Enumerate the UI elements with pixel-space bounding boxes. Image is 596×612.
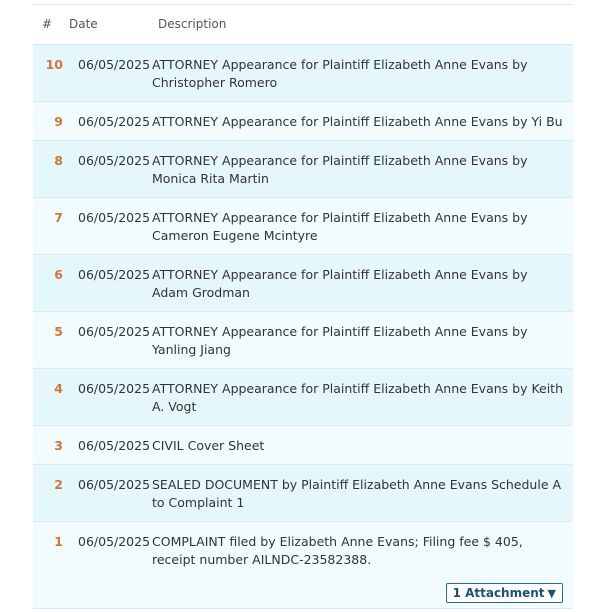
entry-number[interactable]: 4 [54, 381, 63, 396]
table-row [33, 522, 573, 609]
entry-description: ATTORNEY Appearance for Plaintiff Elizabeth Anne Evans by Yi Bu [152, 114, 563, 129]
entry-date: 06/05/2025 [78, 381, 151, 396]
entry-description: SEALED DOCUMENT by Plaintiff Elizabeth Anne Evans Schedule A to Complaint 1 [152, 477, 562, 510]
entry-number[interactable]: 3 [54, 438, 63, 453]
table-header [33, 5, 573, 45]
docket-table [33, 4, 573, 609]
entry-description: ATTORNEY Appearance for Plaintiff Elizabeth Anne Evans by Monica Rita Martin [152, 153, 528, 186]
entry-date: 06/05/2025 [78, 267, 151, 282]
entry-description: ATTORNEY Appearance for Plaintiff Elizabeth Anne Evans by Keith A. Vogt [152, 381, 564, 414]
table-row [33, 426, 573, 465]
table-row [33, 45, 573, 102]
entry-date: 06/05/2025 [78, 57, 151, 72]
header-date: Date [69, 17, 98, 31]
table-row [33, 141, 573, 198]
entry-date: 06/05/2025 [78, 534, 151, 549]
entry-description: COMPLAINT filed by Elizabeth Anne Evans; Filing fee $ 405, receipt number AILNDC-23582388. [152, 534, 523, 567]
entry-number[interactable]: 9 [54, 114, 63, 129]
caret-down-icon: ▼ [547, 587, 556, 600]
entry-description: CIVIL Cover Sheet [152, 438, 265, 453]
entry-number[interactable]: 1 [54, 534, 63, 549]
entry-date: 06/05/2025 [78, 477, 151, 492]
table-row [33, 369, 573, 426]
entry-number[interactable]: 10 [45, 57, 63, 72]
entry-date: 06/05/2025 [78, 438, 151, 453]
table-row [33, 102, 573, 141]
entry-description: ATTORNEY Appearance for Plaintiff Elizabeth Anne Evans by Christopher Romero [152, 57, 528, 90]
entry-date: 06/05/2025 [78, 114, 151, 129]
entry-date: 06/05/2025 [78, 324, 151, 339]
attachment-label: 1 Attachment [452, 586, 545, 600]
attachment-dropdown-button[interactable] [446, 583, 563, 603]
header-number: # [42, 17, 53, 31]
table-row [33, 255, 573, 312]
entry-number[interactable]: 6 [54, 267, 63, 282]
table-row [33, 198, 573, 255]
table-row [33, 312, 573, 369]
entry-description: ATTORNEY Appearance for Plaintiff Elizabeth Anne Evans by Yanling Jiang [152, 324, 528, 357]
entry-number[interactable]: 7 [54, 210, 63, 225]
header-description: Description [158, 17, 227, 31]
table-row [33, 465, 573, 522]
entry-date: 06/05/2025 [78, 153, 151, 168]
entry-date: 06/05/2025 [78, 210, 151, 225]
entry-number[interactable]: 8 [54, 153, 63, 168]
entry-number[interactable]: 2 [54, 477, 63, 492]
entry-description: ATTORNEY Appearance for Plaintiff Elizabeth Anne Evans by Cameron Eugene Mcintyre [152, 210, 528, 243]
entry-number[interactable]: 5 [54, 324, 63, 339]
entry-description: ATTORNEY Appearance for Plaintiff Elizabeth Anne Evans by Adam Grodman [152, 267, 528, 300]
